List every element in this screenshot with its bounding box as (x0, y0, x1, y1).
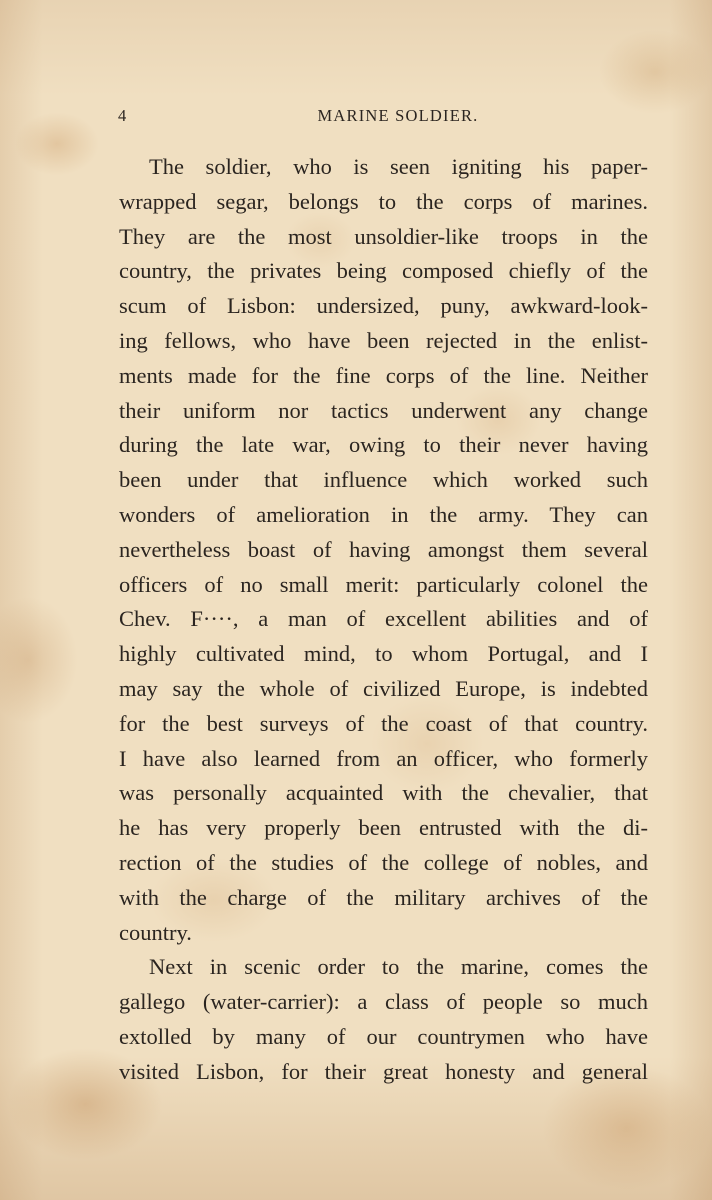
text-line: wrapped segar, belongs to the corps of marines. (119, 188, 648, 214)
text-line: extolled by many of our countrymen who have (119, 1023, 648, 1049)
text-line: ing fellows, who have been rejected in the enlist- (119, 327, 648, 353)
text-line: They are the most unsoldier-like troops in the (119, 223, 648, 249)
text-line: highly cultivated mind, to whom Portugal, and I (119, 641, 648, 667)
text-line: visited Lisbon, for their great honesty and general (119, 1058, 648, 1084)
text-line: was personally acquainted with the chevalier, that (119, 780, 648, 806)
text-line: for the best surveys of the coast of that country. (119, 710, 648, 736)
text-line: Next in scenic order to the marine, comes the (149, 954, 648, 980)
text-line: country. (119, 919, 192, 945)
paragraph-gallego (119, 950, 648, 1089)
text-line: gallego (water-carrier): a class of people so much (119, 989, 648, 1015)
page-header (118, 106, 648, 130)
paragraph-marine-soldier (119, 150, 648, 950)
body-text (119, 150, 648, 1090)
text-line: been under that influence which worked such (119, 467, 648, 493)
text-line: with the charge of the military archives of the (119, 884, 648, 910)
page-number: 4 (118, 106, 127, 125)
text-line: The soldier, who is seen igniting his paper- (149, 154, 648, 179)
text-line: he has very properly been entrusted with the di- (119, 815, 648, 841)
text-line: nevertheless boast of having amongst them several (119, 536, 648, 562)
text-line: Chev. F····, a man of excellent abilities and of (119, 606, 648, 632)
text-line: I have also learned from an officer, who formerly (119, 745, 648, 771)
text-line: rection of the studies of the college of nobles, and (119, 849, 648, 875)
text-line: wonders of amelioration in the army. They can (119, 501, 648, 527)
text-line: ments made for the fine corps of the line. Neither (119, 362, 648, 388)
running-title: MARINE SOLDIER. (317, 106, 479, 125)
text-line: scum of Lisbon: undersized, puny, awkward-look- (119, 293, 648, 319)
text-line: during the late war, owing to their never having (119, 432, 648, 458)
text-line: their uniform nor tactics underwent any change (119, 397, 648, 423)
text-line: country, the privates being composed chiefly of the (119, 258, 648, 284)
text-line: officers of no small merit: particularly colonel the (119, 571, 648, 597)
text-line: may say the whole of civilized Europe, is indebted (119, 675, 648, 701)
